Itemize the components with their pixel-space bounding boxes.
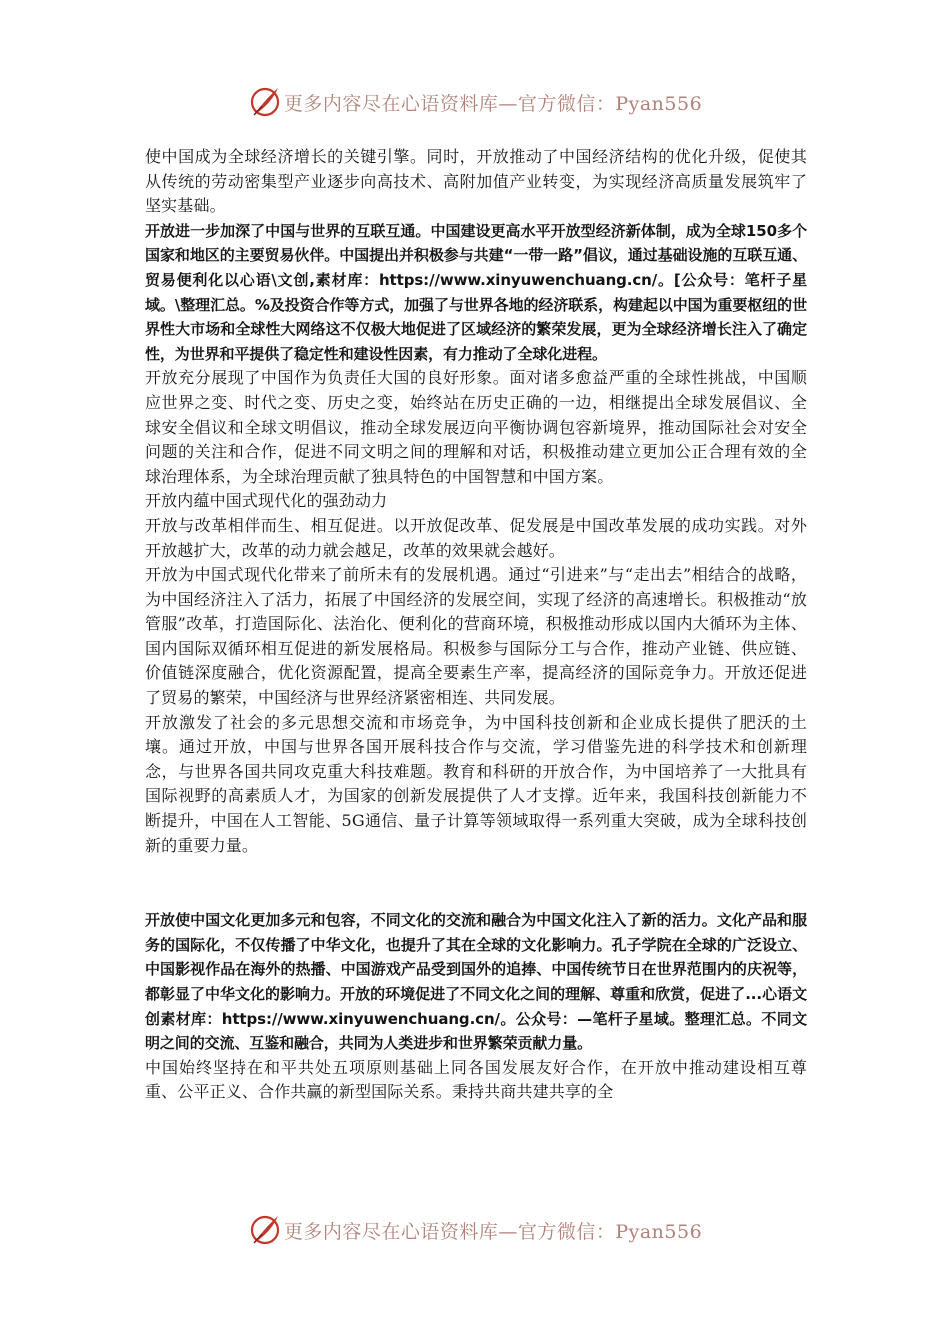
quill-logo-icon bbox=[248, 85, 282, 119]
document-body bbox=[145, 145, 807, 1105]
paragraph: 开放充分展现了中国作为负责任大国的良好形象。面对诸多愈益严重的全球性挑战，中国顺应世界之变、时代之变、历史之变，始终站在历史正确的一边，相继提出全球发展倡议、全球安全倡议和全球文明倡议，推动全球发展迈向平衡协调包容新境界，推动国际社会对安全问题的关注和合作，促进不同文明之间的理解和对话，积极推动建立更加公正合理有效的全球治理体系，为全球治理贡献了独具特色的中国智慧和中国方案。 bbox=[145, 368, 807, 486]
paragraph: 开放激发了社会的多元思想交流和市场竞争，为中国科技创新和企业成长提供了肥沃的土壤。通过开放，中国与世界各国开展科技合作与交流，学习借鉴先进的科学技术和创新理念，与世界各国共同攻克重大科技难题。教育和科研的开放合作，为中国培养了一大批具有国际视野的高素质人才，为国家的创新发展提供了人才支撑。近年来，我国科技创新能力不断提升，中国在人工智能、5G通信、量子计算等领域取得一系列重大突破，成为全球科技创新的重要力量。 bbox=[145, 712, 807, 855]
paragraph: 开放与改革相伴而生、相互促进。以开放促改革、促发展是中国改革发展的成功实践。对外开放越扩大，改革的动力就会越足，改革的效果就会越好。 bbox=[145, 515, 807, 560]
watermark-text: 更多内容尽在心语资料库—官方微信：Pyan556 bbox=[283, 1220, 703, 1243]
paragraph-spacer bbox=[145, 874, 807, 892]
bold-paragraph: 开放使中国文化更加多元和包容，不同文化的交流和融合为中国文化注入了新的活力。文化产品和服务的国际化，不仅传播了中华文化，也提升了其在全球的文化影响力。孔子学院在全球的广泛设立、中国影视作品在海外的热播、中国游戏产品受到国外的追捧、中国传统节日在世界范围内的庆祝等，都彰显了中华文化的影响力。开放的环境促进了不同文化之间的理解、尊重和欣赏，促进了...心语文创素材库：https://www.xinyuwenchuang.cn/。公众号：—笔杆子星域。整理汇总。不同文明之间的交流、互鉴和融合，共同为人类进步和世界繁荣贡献力量。 bbox=[145, 911, 807, 1053]
paragraph: 开放为中国式现代化带来了前所未有的发展机遇。通过“引进来”与“走出去”相结合的战略，为中国经济注入了活力，拓展了中国经济的发展空间，实现了经济的高速增长。积极推动“放管服”改革，打造国际化、法治化、便利化的营商环境，积极推动形成以国内大循环为主体、国内国际双循环相互促进的新发展格局。积极参与国际分工与合作，推动产业链、供应链、价值链深度融合，优化资源配置，提高全要素生产率，提高经济的国际竞争力。开放还促进了贸易的繁荣，中国经济与世界经济紧密相连、共同发展。 bbox=[145, 565, 807, 708]
watermark-text: 更多内容尽在心语资料库—官方微信：Pyan556 bbox=[283, 92, 703, 115]
paragraph: 使中国成为全球经济增长的关键引擎。同时，开放推动了中国经济结构的优化升级，促使其从传统的劳动密集型产业逐步向高技术、高附加值产业转变，为实现经济高质量发展筑牢了坚实基础。 bbox=[145, 147, 807, 216]
paragraph: 中国始终坚持在和平共处五项原则基础上同各国发展友好合作，在开放中推动建设相互尊重、公平正义、合作共赢的新型国际关系。秉持共商共建共享的全 bbox=[145, 1057, 807, 1102]
footer-watermark-banner bbox=[0, 1210, 950, 1250]
header-watermark-banner bbox=[0, 82, 950, 122]
paragraph: 开放内蕴中国式现代化的强劲动力 bbox=[145, 491, 388, 511]
quill-logo-icon bbox=[248, 1213, 282, 1247]
bold-paragraph: 开放进一步加深了中国与世界的互联互通。中国建设更高水平开放型经济新体制，成为全球150多个国家和地区的主要贸易伙伴。中国提出并积极参与共建“一带一路”倡议，通过基础设施的互联互通、贸易便利化以心语\文创,素材库：https://www.xinyuwenchuang.cn/。[公众号：笔杆子星域。\整理汇总。%及投资合作等方式，加强了与世界各地的经济联系，构建起以中国为重要枢纽的世界性大市场和全球性大网络这不仅极大地促进了区域经济的繁荣发展，更为全球经济增长注入了确定性，为世界和平提供了稳定性和建设性因素，有力推动了全球化进程。 bbox=[145, 221, 807, 363]
